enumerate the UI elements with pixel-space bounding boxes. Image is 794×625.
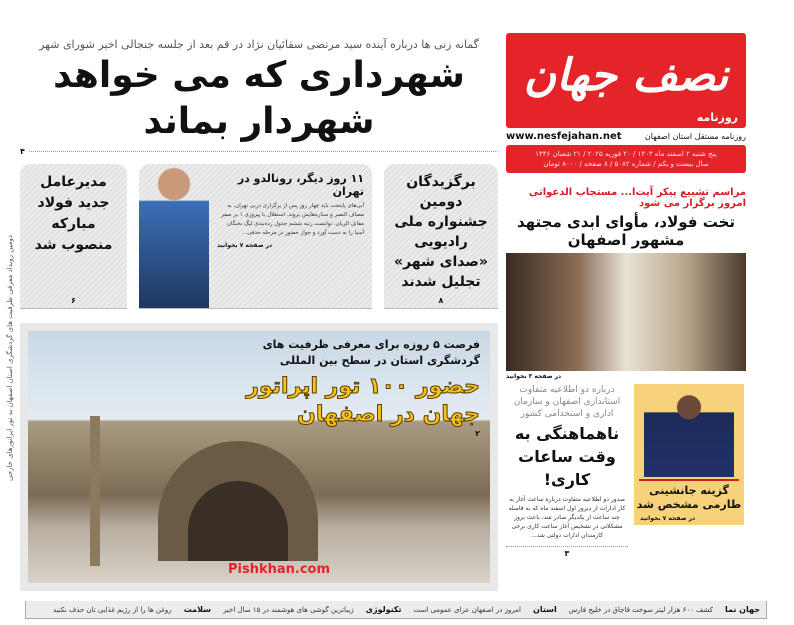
tourism-story[interactable] (20, 323, 498, 591)
lead-ref: در صفحه ۳ بخوانید (506, 373, 562, 380)
story-body: صدور دو اطلاعیه متفاوت درباره ساعت آغاز به کار ادارات از دیروز اول اسفند ماه که به فاصله چند ساعت از یکدیگر صادر شد، باعث بروز مشکلاتی در تشخیص آغاز ساعت کاری برخی کارمندان ادارات دولتی شد... (508, 496, 626, 539)
lead-kicker: مراسم تشییع پیکر آیت‌ا... مستجاب الدعواتی امروز برگزار می شود (528, 187, 746, 209)
date-line: پنج شنبه ۲ اسفند ماه ۱۴۰۳ / ۲۰ فوریه ۲۰۲۵ / ۲۱ شعبان ۱۴۴۶ (535, 150, 717, 158)
tagline: روزنامه مستقل استان اصفهان (644, 132, 746, 141)
news-item[interactable]: امروز در اصفهان عزای عمومی است (413, 605, 521, 614)
page-ref: ۴ (20, 147, 25, 156)
date-bar (506, 145, 746, 173)
festival-headline: برگزیدگان دومین جشنواره ملی رادیویی «صدای شهر» تجلیل شدند (394, 174, 488, 290)
ronaldo-body: آبی‌های پایتخت باید چهار روز پس از برگزاری دربی تهران، به مصاف النصر و ستاره‌هایش بروند. استقلال با پیروزی ۱ بر صفر مقابل الریان، توانست رتبه ششم جدول رده‌بندی لیگ نخبگان آسیا را به دست آورد و جواز حضور در مرحله حذفی... (221, 203, 364, 236)
news-item[interactable]: کشف ۶۰۰ هزار لیتر سوخت قاچاق در خلیج فارس (568, 605, 713, 614)
work-hours-story[interactable] (506, 384, 628, 558)
cleric-photo (506, 253, 746, 371)
divider (29, 151, 498, 152)
left-column (20, 30, 498, 591)
divider-row (20, 147, 498, 156)
page-ref: ۲ (475, 429, 480, 438)
taremi-box[interactable] (634, 384, 744, 525)
taremi-headline: گزینه جانشینی طارمی مشخص شد (636, 484, 742, 511)
tourism-kicker: فرصت ۵ روزه برای معرفی ظرفیت های گردشگری استان در سطح بین المللی (262, 338, 480, 367)
news-item[interactable]: زیباترین گوشی های هوشمند در ۱۵ سال اخیر (223, 605, 354, 614)
sub-headline: گمانه زنی ها درباره آینده سید مرتضی سقائیان نژاد در قم بعد از جلسه جنجالی اخیر شورای شهر (39, 38, 479, 51)
lead-headline[interactable]: تخت فولاد، مأوای ابدی مجتهد مشهور اصفهان (516, 213, 736, 249)
lower-right (506, 384, 746, 558)
foolad-headline: مدیرعامل جدید فولاد مبارکه منصوب شد (34, 174, 113, 253)
ronaldo-box[interactable] (139, 164, 372, 309)
section-label[interactable]: سلامت (183, 605, 212, 614)
foolad-box[interactable] (20, 164, 127, 309)
main-headline[interactable]: شهرداری که می خواهد شهردار بماند (53, 55, 465, 142)
story-kicker: درباره دو اطلاعیه متفاوت استانداری اصفهان و سازمان اداری و استخدامی کشور (513, 385, 621, 419)
url-row (506, 131, 746, 142)
section-label[interactable]: جهان نما (724, 605, 760, 614)
story-headline: ناهماهنگی به وقت ساعات کاری! (514, 424, 620, 489)
page-ref: ۳ (506, 546, 628, 558)
festival-box[interactable] (384, 164, 498, 309)
bottom-news-bar (25, 601, 767, 619)
logo-text: نصف جهان (523, 50, 729, 101)
feature-boxes (20, 164, 498, 309)
section-label[interactable]: تکنولوژی (365, 605, 402, 614)
taremi-ref: در صفحه ۷ بخوانید (640, 515, 696, 522)
tourism-text (230, 331, 490, 438)
divider (639, 479, 739, 481)
page-ref: ۸ (438, 296, 444, 305)
masthead-logo[interactable] (506, 33, 746, 128)
ronaldo-ref: در صفحه ۷ بخوانید (217, 242, 273, 249)
ronaldo-headline: ۱۱ روز دیگر، رونالدو در تهران (237, 172, 364, 198)
page-ref: ۶ (71, 296, 76, 305)
daily-label: روزنامه (696, 111, 738, 124)
section-label[interactable]: استان (532, 605, 557, 614)
issue-line: سال بیست و یکم / شماره ۵۰۸۲ / ۸ صفحه / ۸۰۰۰ تومان (543, 160, 709, 168)
ronaldo-text (209, 164, 372, 308)
website-url[interactable]: www.nesfejahan.net (506, 131, 622, 142)
mosque-photo (28, 331, 490, 583)
tourism-headline: حضور ۱۰۰ تور اپراتور جهان در اصفهان (246, 374, 480, 427)
watermark: Pishkhan.com (228, 562, 331, 577)
player-photo (644, 384, 734, 477)
side-caption: دومین رویداد معرفی ظرفیت های گردشگری استان اصفهان به تور اپراتورهای خارجی (6, 235, 14, 481)
minaret (90, 416, 100, 566)
news-item[interactable]: روغن ها را از رژیم غذایی تان حذف نکنید (53, 605, 172, 614)
right-column (506, 30, 746, 558)
ronaldo-photo (139, 164, 209, 308)
